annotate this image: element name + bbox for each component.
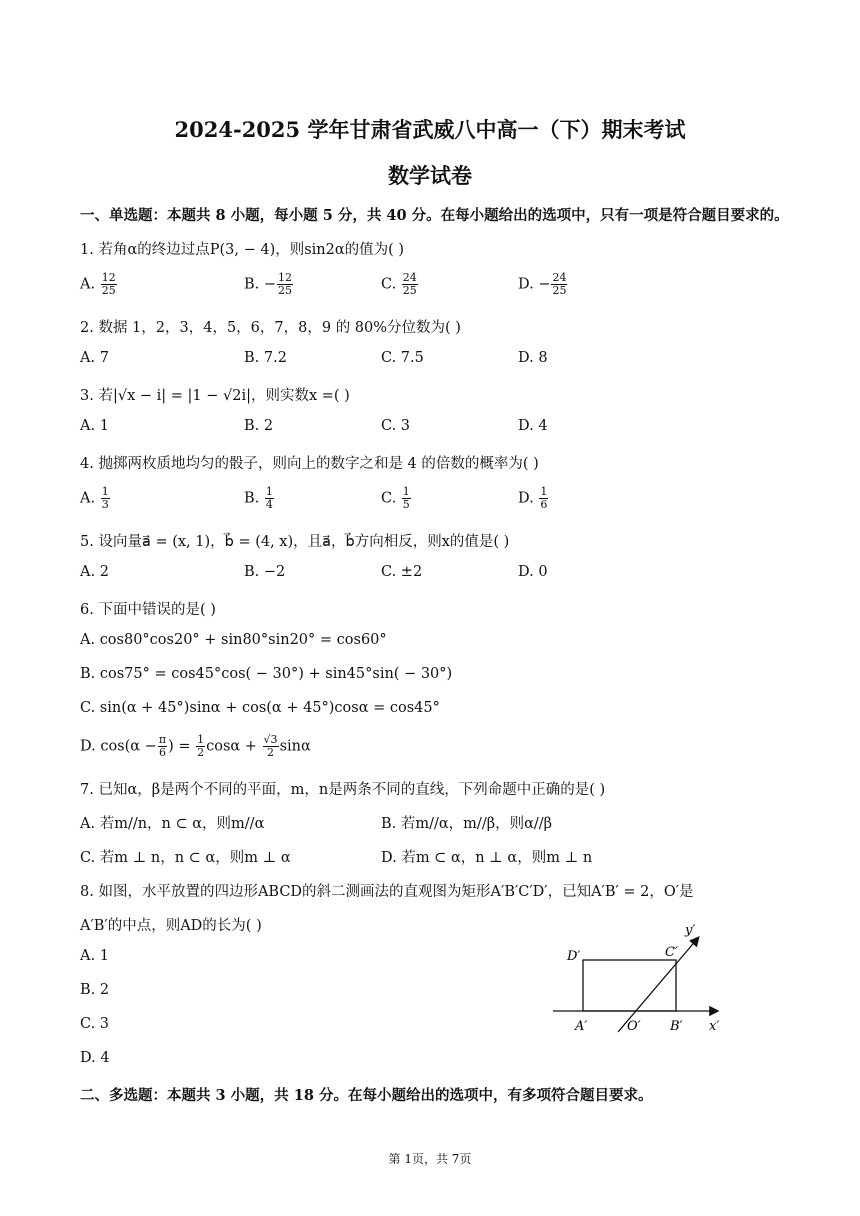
y-axis-line [618,938,698,1032]
question-1-option-a: A. $\frac{12}{25}$ [80,271,116,297]
label-b: B′ [670,1019,683,1034]
rectangle-abcd [583,960,676,1011]
question-5-option-d: D. 0 [518,564,548,580]
question-3-option-a: A. 1 [80,418,109,434]
page-title: 2024-2025 学年甘肃省武威八中高一（下）期末考试 [174,117,686,142]
question-4-option-b: B. $\frac{1}{4}$ [244,485,273,511]
question-7-stem: 7. 已知α，β是两个不同的平面，m，n是两条不同的直线，下列命题中正确的是( ) [80,782,606,798]
question-7-option-a: A. 若m//n，n ⊂ α，则m//α [80,816,265,832]
question-7-option-d: D. 若m ⊂ α，n ⊥ α，则m ⊥ n [381,850,593,866]
question-4-stem: 4. 抛掷两枚质地均匀的骰子，则向上的数字之和是 4 的倍数的概率为( ) [80,456,539,472]
question-5-option-c: C. ±2 [381,564,423,580]
question-4-option-d: D. $\frac{1}{6}$ [518,485,548,511]
question-8-option-d: D. 4 [80,1050,110,1066]
question-4-option-c: C. $\frac{1}{5}$ [381,485,410,511]
question-8-option-a: A. 1 [80,948,109,964]
question-3-option-c: C. 3 [381,418,411,434]
label-o: O′ [627,1019,641,1034]
page-footer: 第 1页，共 7页 [388,1152,472,1166]
question-1-option-c: C. $\frac{24}{25}$ [381,271,417,297]
question-6-option-c: C. sin(α + 45°)sinα + cos(α + 45°)cosα = cos45° [80,700,440,716]
section-1-heading: 一、单选题：本题共 8 小题，每小题 5 分，共 40 分。在每小题给出的选项中，只有一项是符合题目要求的。 [80,207,789,224]
question-3-option-d: D. 4 [518,418,548,434]
question-7-option-c: C. 若m ⊥ n，n ⊂ α，则m ⊥ α [80,850,291,866]
question-2-option-c: C. 7.5 [381,350,424,366]
label-d: D′ [567,949,581,964]
question-1-option-b: B. − $\frac{12}{25}$ [244,271,293,297]
question-1-option-d: D. − $\frac{24}{25}$ [518,271,567,297]
question-6-option-d: D. cos(α − $\frac{\pi}{6}$ ) = $\frac{1}{2}$ cosα + $\frac{√3}{2}$ sinα [80,733,311,759]
question-2-stem: 2. 数据 1，2，3，4，5，6，7，8，9 的 80%分位数为( ) [80,320,461,336]
question-8-stem-line-2: A′B′的中点，则AD的长为( ) [80,918,262,934]
question-2-option-a: A. 7 [80,350,109,366]
question-7-option-b: B. 若m//α，m//β，则α//β [381,816,553,832]
page-subtitle: 数学试卷 [388,163,472,188]
question-8-option-b: B. 2 [80,982,110,998]
question-5-stem: 5. 设向量a⃗ = (x, 1)，b⃗ = (4, x)，且a⃗，b⃗方向相反，则x的值是( ) [80,534,510,550]
question-5-option-a: A. 2 [80,564,109,580]
label-x: x′ [709,1019,720,1034]
question-3-option-b: B. 2 [244,418,274,434]
question-2-option-d: D. 8 [518,350,548,366]
label-a: A′ [575,1019,588,1034]
question-5-option-b: B. −2 [244,564,286,580]
question-8-option-c: C. 3 [80,1016,110,1032]
question-4-option-a: A. $\frac{1}{3}$ [80,485,109,511]
question-1-stem: 1. 若角α的终边过点P(3, − 4)，则sin2α的值为( ) [80,242,405,258]
question-6-stem: 6. 下面中错误的是( ) [80,602,216,618]
question-6-option-a: A. cos80°cos20° + sin80°sin20° = cos60° [80,632,387,648]
question-3-stem: 3. 若|√x − i| = |1 − √2i|，则实数x =( ) [80,388,350,404]
label-y: y′ [685,923,696,938]
question-2-option-b: B. 7.2 [244,350,287,366]
question-8-figure [545,918,735,1040]
question-8-stem-line-1: 8. 如图，水平放置的四边形ABCD的斜二测画法的直观图为矩形A′B′C′D′，已知A′B′ = 2，O′是 [80,884,694,900]
label-c: C′ [665,945,678,960]
section-2-heading: 二、多选题：本题共 3 小题，共 18 分。在每小题给出的选项中，有多项符合题目要求。 [80,1087,653,1104]
question-6-option-b: B. cos75° = cos45°cos( − 30°) + sin45°sin( − 30°) [80,666,453,682]
